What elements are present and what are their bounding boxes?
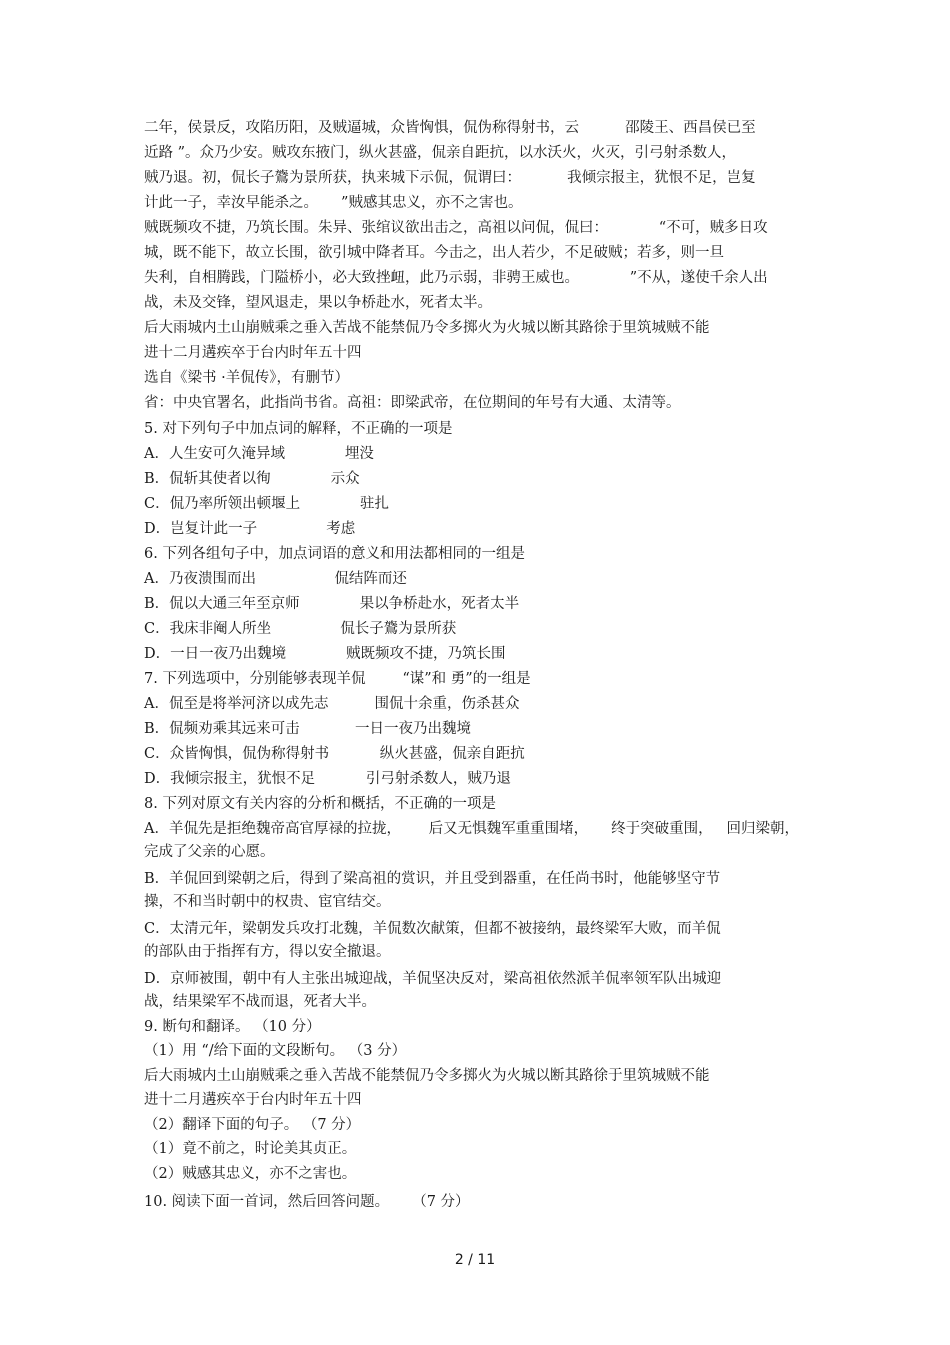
annotation-note: 省：中央官署名，此指尚书省。高祖：即梁武帝，在位期间的年号有大通、太清等。 [144, 395, 681, 411]
question-option: A．乃夜溃围而出 侃结阵而还 [144, 571, 407, 587]
question-option: A．羊侃先是拒绝魏帝高官厚禄的拉拢， 后又无惧魏军重重围堵， 终于突破重围， 回归梁朝， [144, 821, 799, 837]
text-line: 进十二月遘疾卒于台内时年五十四 [144, 1092, 362, 1108]
text-line: 完成了父亲的心愿。 [144, 844, 275, 860]
question-option: D．京师被围，朝中有人主张出城迎战，羊侃坚决反对，梁高祖依然派羊侃率领军队出城迎 [144, 971, 722, 987]
question-option: C．侃乃率所领出顿堰上 驻扎 [144, 496, 390, 512]
question-option: C．我床非阉人所坐 侃长子鷟为景所获 [144, 621, 457, 637]
question-option: B．羊侃回到梁朝之后，得到了梁高祖的赏识，并且受到器重，在任尚书时，他能够坚守节 [144, 871, 721, 887]
question-option: B．侃频劝乘其远来可击 一日一夜乃出魏境 [144, 721, 471, 737]
sub-question: （2）翻译下面的句子。 （7 分） [144, 1117, 361, 1133]
question-option: C．众皆恟惧，侃伪称得射书 纵火甚盛，侃亲自距抗 [144, 746, 525, 762]
text-line: 贼乃退。初，侃长子鷟为景所获，执来城下示侃，侃谓曰： 我倾宗报主，犹恨不足，岂复 [144, 170, 756, 186]
text-line: 失利，自相腾践，门隘桥小，必大致挫衄，此乃示弱，非骋王威也。 ”不从，遂使千余人出 [144, 270, 768, 286]
text-line: 的部队由于指挥有方，得以安全撤退。 [144, 944, 391, 960]
question-8-stem: 8. 下列对原文有关内容的分析和概括，不正确的一项是 [144, 796, 496, 812]
sub-question: （2）贼感其忠义，亦不之害也。 [144, 1166, 357, 1182]
text-line: 城，既不能下，故立长围，欲引城中降者耳。今击之，出人若少，不足破贼；若多，则一旦 [144, 245, 724, 261]
page-number: 2 / 11 [454, 1252, 496, 1268]
question-9-stem: 9. 断句和翻译。 （10 分） [144, 1019, 321, 1035]
sub-question: （1）竟不前之，时论美其贞正。 [144, 1141, 357, 1157]
sub-question: （1）用 “/给下面的文段断句。 （3 分） [144, 1043, 407, 1059]
question-5-stem: 5. 对下列句子中加点词的解释，不正确的一项是 [144, 421, 453, 437]
text-line: 战，未及交锋，望风退走，果以争桥赴水，死者太半。 [144, 295, 492, 311]
question-option: D．我倾宗报主，犹恨不足 引弓射杀数人，贼乃退 [144, 771, 511, 787]
text-line: 后大雨城内土山崩贼乘之垂入苦战不能禁侃乃令多掷火为火城以断其路徐于里筑城贼不能 [144, 1068, 710, 1084]
text-line: 二年，侯景反，攻陷历阳，及贼逼城，众皆恟惧，侃伪称得射书，云 邵陵王、西昌侯已至 [144, 120, 756, 136]
question-6-stem: 6. 下列各组句子中，加点词语的意义和用法都相同的一组是 [144, 546, 525, 562]
question-option: C．太清元年，梁朝发兵攻打北魏，羊侃数次献策，但都不被接纳，最终梁军大败，而羊侃 [144, 921, 721, 937]
source-note: 选自《梁书 ·羊侃传》，有删节） [144, 370, 349, 386]
question-option: B．侃斩其使者以徇 示众 [144, 471, 360, 487]
text-line: 贼既频攻不捷，乃筑长围。朱异、张绾议欲出击之，高祖以问侃，侃曰： “不可，贼多日攻 [144, 220, 768, 236]
question-option: A．人生安可久淹异域 埋没 [144, 446, 374, 462]
question-option: D．岂复计此一子 考虑 [144, 521, 356, 537]
text-line: 操，不和当时朝中的权贵、宦官结交。 [144, 894, 391, 910]
text-line: 近路 ”。众乃少安。贼攻东掖门，纵火甚盛，侃亲自距抗，以水沃火，火灭，引弓射杀数人， [144, 145, 737, 161]
question-option: A．侃至是将举河济以成先志 围侃十余重，伤杀甚众 [144, 696, 520, 712]
text-line: 战，结果梁军不战而退，死者大半。 [144, 994, 376, 1010]
text-line: 后大雨城内土山崩贼乘之垂入苦战不能禁侃乃令多掷火为火城以断其路徐于里筑城贼不能 [144, 320, 710, 336]
text-line: 进十二月遘疾卒于台内时年五十四 [144, 345, 362, 361]
question-10-stem: 10. 阅读下面一首词，然后回答问题。 （7 分） [144, 1194, 470, 1210]
question-option: B．侃以大通三年至京师 果以争桥赴水，死者太半 [144, 596, 520, 612]
question-7-stem: 7. 下列选项中，分别能够表现羊侃 “谋”和 勇”的一组是 [144, 671, 531, 687]
text-line: 计此一子，幸汝早能杀之。 ”贼感其忠义，亦不之害也。 [144, 195, 523, 211]
question-option: D．一日一夜乃出魏境 贼既频攻不捷，乃筑长围 [144, 646, 506, 662]
